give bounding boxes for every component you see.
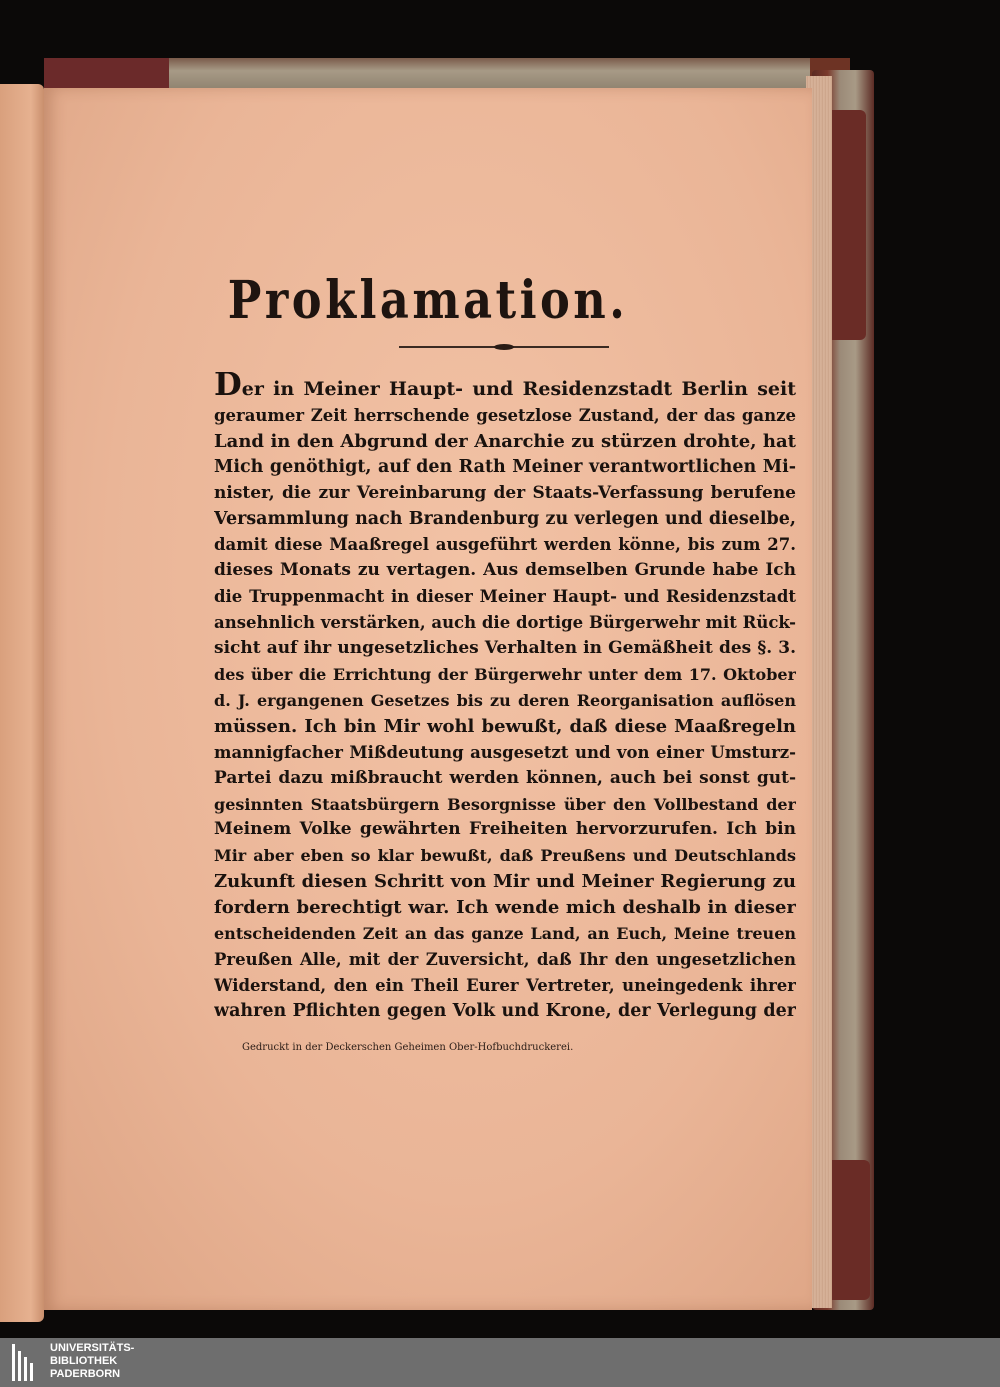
title-rule-ornament xyxy=(494,344,514,350)
text-line: müssen. Ich bin Mir wohl bewußt, daß diese Maaßregeln xyxy=(214,715,796,737)
logo-line: UNIVERSITÄTS- xyxy=(50,1342,135,1354)
text-line: die Truppenmacht in dieser Meiner Haupt- und Residenzstadt xyxy=(214,587,796,607)
text-line: Zukunft diesen Schritt von Mir und Meiner Regierung zu xyxy=(214,871,796,893)
text-line: Partei dazu mißbraucht werden können, auch bei sonst gut- xyxy=(214,767,796,788)
text-line: dieses Monats zu vertagen. Aus demselben Grunde habe Ich xyxy=(214,560,796,581)
logo-line: PADERBORN xyxy=(50,1368,121,1380)
text-line: gesinnten Staatsbürgern Besorgnisse über den Vollbestand der xyxy=(214,794,796,814)
library-logo-icon xyxy=(12,1344,42,1381)
text-line: Meinem Volke gewährten Freiheiten hervorzurufen. Ich bin xyxy=(214,819,796,840)
text-line: damit diese Maaßregel ausgeführt werden könne, bis zum 27. xyxy=(214,535,796,555)
left-page-edge xyxy=(0,84,44,1322)
text-line: Versammlung nach Brandenburg zu verlegen und dieselbe, xyxy=(214,508,796,529)
text-line: mannigfacher Mißdeutung ausgesetzt und von einer Umsturz- xyxy=(214,742,796,762)
page-title: Proklamation. xyxy=(227,270,629,331)
cover-leather-corner xyxy=(44,58,169,90)
text-line: nister, die zur Vereinbarung der Staats-Verfassung berufene xyxy=(214,482,796,503)
text-line: Preußen Alle, mit der Zuversicht, daß Ihr den ungesetzlichen xyxy=(214,949,796,969)
printer-imprint: Gedruckt in der Deckerschen Geheimen Ober-Hofbuchdruckerei. xyxy=(242,1042,574,1053)
initial-letter: D xyxy=(214,372,242,403)
text-line: wahren Pflichten gegen Volk und Krone, der Verlegung der xyxy=(214,1000,796,1021)
proclamation-text xyxy=(214,372,796,1025)
text-line: des über die Errichtung der Bürgerwehr unter dem 17. Oktober xyxy=(214,664,796,684)
text-line: Widerstand, den ein Theil Eurer Vertreter, uneingedenk ihrer xyxy=(214,975,796,995)
text-line: geraumer Zeit herrschende gesetzlose Zustand, der das ganze xyxy=(214,405,796,425)
text-line: d. J. ergangenen Gesetzes bis zu deren Reorganisation auflösen xyxy=(214,690,796,710)
document-page xyxy=(44,88,812,1310)
text-line: Land in den Abgrund der Anarchie zu stürzen drohte, hat xyxy=(214,430,796,452)
text-line: Mich genöthigt, auf den Rath Meiner verantwortlichen Mi- xyxy=(214,456,796,477)
text-line: ansehnlich verstärken, auch die dortige Bürgerwehr mit Rück- xyxy=(214,613,796,633)
logo-line: BIBLIOTHEK xyxy=(50,1355,118,1367)
text-line: fordern berechtigt war. Ich wende mich deshalb in dieser xyxy=(214,897,796,919)
library-footer xyxy=(0,1338,1000,1387)
text-line: entscheidenden Zeit an das ganze Land, an Euch, Meine treuen xyxy=(214,924,796,944)
text-line: Mir aber eben so klar bewußt, daß Preußens und Deutschlands xyxy=(214,846,796,866)
library-logo-text xyxy=(50,1342,134,1381)
text-line: Der in Meiner Haupt- und Residenzstadt Berlin seit xyxy=(214,372,796,403)
text-line: sicht auf ihr ungesetzliches Verhalten in Gemäßheit des §. 3. xyxy=(214,638,796,659)
book-cover-top xyxy=(44,58,850,90)
